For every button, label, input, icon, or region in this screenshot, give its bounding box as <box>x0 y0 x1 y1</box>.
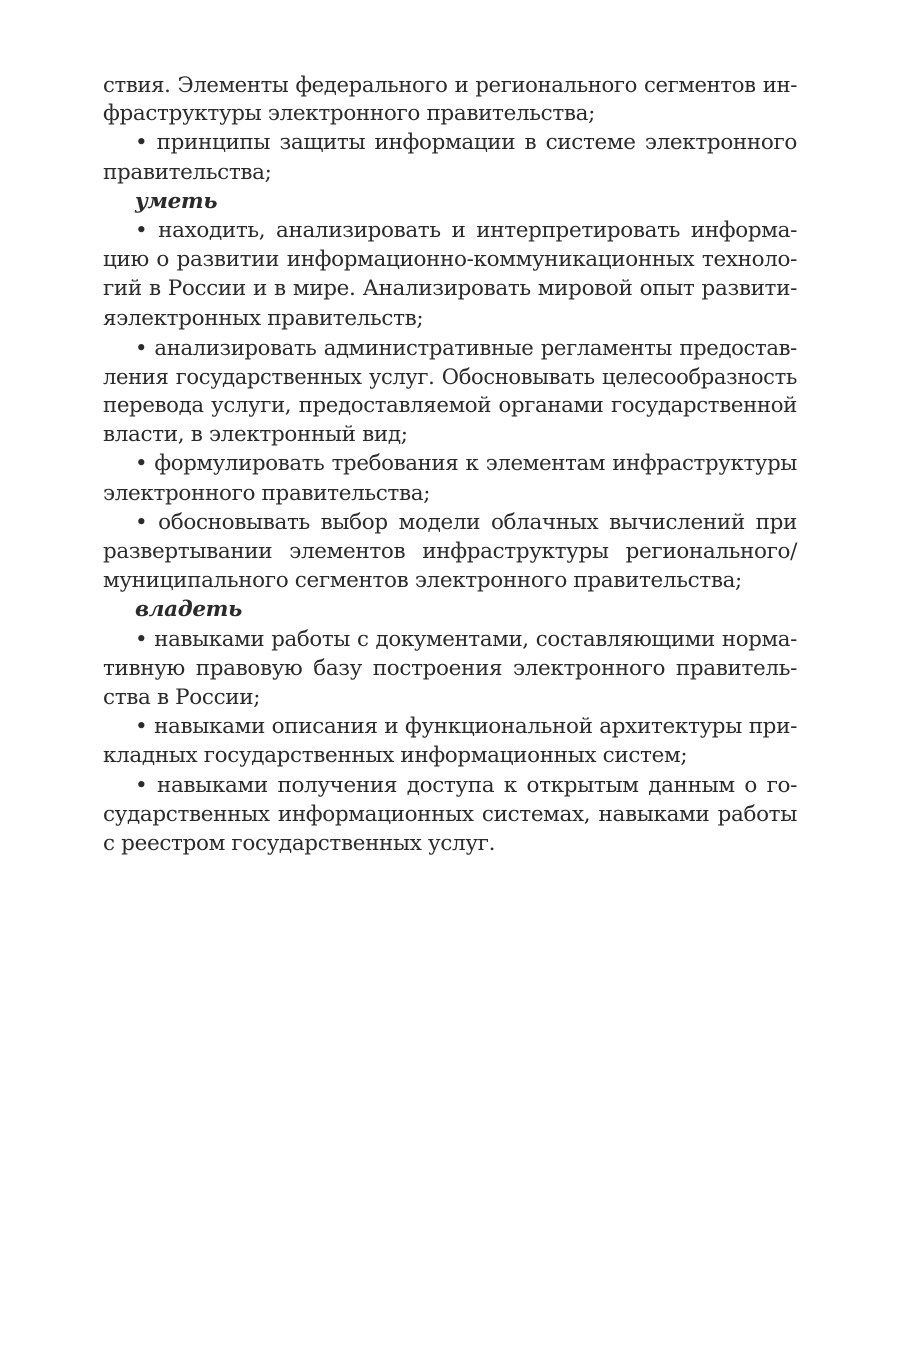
page-text <box>103 70 797 858</box>
paragraph-continuation <box>103 70 797 128</box>
section-heading-umet <box>103 187 797 216</box>
text-line: цию о развитии информационно-коммуникационных техноло- <box>103 247 797 273</box>
section-heading-vladet <box>103 595 797 624</box>
text-line: ствия. Элементы федерального и регионального сегментов ин- <box>103 72 797 97</box>
bullet-paragraph <box>103 128 797 186</box>
text-line: фраструктуры электронного правительства; <box>103 101 595 127</box>
text-line: яэлектронных правительств; <box>103 305 424 331</box>
bullet-paragraph <box>103 333 797 450</box>
text-line: • обосновывать выбор модели облачных вычислений при <box>135 509 797 535</box>
text-line: электронного правительства; <box>103 480 431 506</box>
text-line: перевода услуги, предоставляемой органами государственной <box>103 393 797 419</box>
text-line: • навыками работы с документами, составляющими норма- <box>135 626 797 652</box>
bullet-paragraph <box>103 771 797 859</box>
text-line: • находить, анализировать и интерпретировать информа- <box>135 217 797 243</box>
text-line: развертывании элементов инфраструктуры регионального/ <box>103 539 797 564</box>
text-line: муниципального сегментов электронного правительства; <box>103 568 742 594</box>
text-line: • навыками получения доступа к открытым данным о го- <box>135 772 797 798</box>
text-line: сударственных информационных системах, навыками работы <box>103 801 797 827</box>
text-line: власти, в электронный вид; <box>103 422 408 448</box>
bullet-paragraph <box>103 449 797 507</box>
text-line: гий в России и в мире. Анализировать мировой опыт развити- <box>103 276 797 302</box>
bullet-paragraph <box>103 216 797 333</box>
text-line: ства в России; <box>103 684 261 710</box>
text-line: • формулировать требования к элементам инфраструктуры <box>135 451 797 477</box>
bullet-paragraph <box>103 508 797 596</box>
section-heading: владеть <box>135 597 242 623</box>
text-line: тивную правовую базу построения электронного правитель- <box>103 655 797 681</box>
text-line: с реестром государственных услуг. <box>103 830 496 856</box>
text-line: • принципы защиты информации в системе электронного <box>135 130 797 156</box>
text-line: кладных государственных информационных систем; <box>103 743 688 769</box>
bullet-paragraph <box>103 625 797 713</box>
text-line: • навыками описания и функциональной архитектуры при- <box>135 714 797 740</box>
bullet-paragraph <box>103 712 797 770</box>
text-line: ления государственных услуг. Обосновывать целесообразность <box>103 363 797 389</box>
text-line: • анализировать административные регламенты предостав- <box>135 334 797 360</box>
section-heading: уметь <box>135 188 218 214</box>
text-line: правительства; <box>103 159 272 185</box>
